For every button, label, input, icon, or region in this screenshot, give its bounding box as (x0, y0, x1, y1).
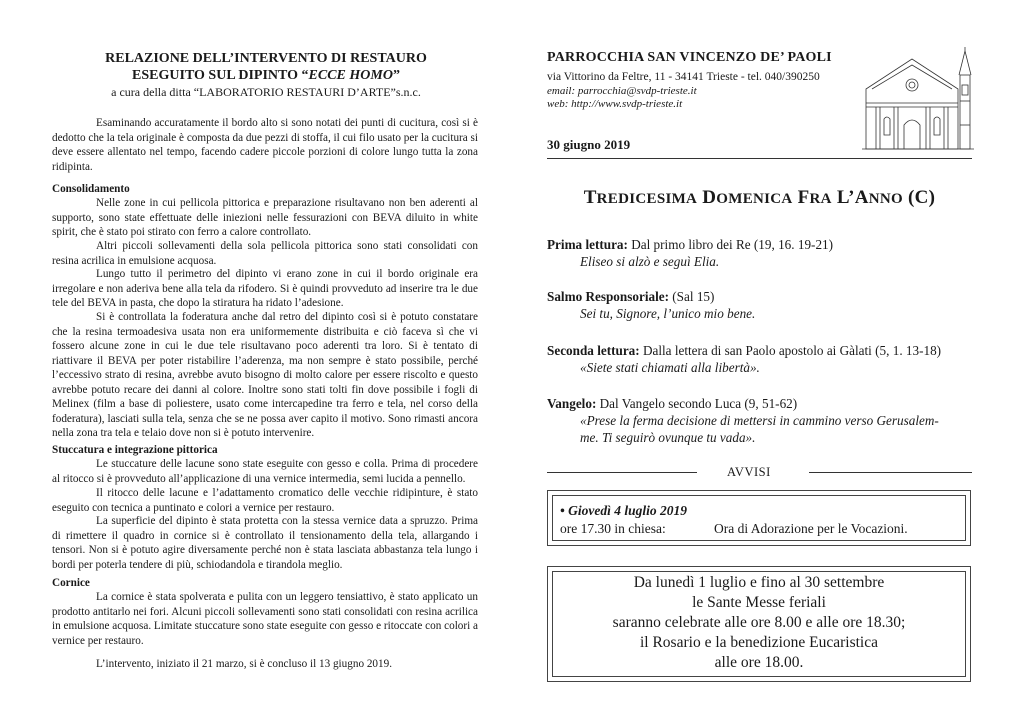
avvisi-rule-right (809, 472, 972, 473)
consolidamento-p1: Nelle zone in cui pellicola pittorica e preparazione risultavano non ben aderenti al supporto, sono state effettuate delle iniezioni nelle fessurazioni con BEVA diluito in white spirit, che è stato poi stirato con ferro a calore controllato. (52, 197, 478, 238)
second-reading-text: «Siete stati chiamati alla libertà». (580, 360, 760, 375)
psalm: Salmo Responsoriale: (Sal 15) (547, 289, 715, 304)
mass-line-1: Da lunedì 1 luglio e fino al 30 settembre (633, 574, 885, 591)
event-box (547, 490, 971, 546)
report-subtitle: a cura della ditta “LABORATORIO RESTAURI D’ARTE”s.n.c. (111, 85, 421, 99)
event-description: Ora di Adorazione per le Vocazioni. (714, 521, 908, 536)
cornice-heading: Cornice (52, 577, 90, 589)
gospel-text-2: me. Ti seguirò ovunque tu vada». (580, 430, 756, 445)
parish-email[interactable]: email: parrocchia@svdp-trieste.it (547, 85, 697, 97)
parish-address: via Vittorino da Feltre, 11 - 34141 Trieste - tel. 040/390250 (547, 71, 820, 83)
consolidamento-p3: Lungo tutto il perimetro del dipinto vi erano zone in cui il bordo originale era irregolare e non aderiva bene alla tela da rifodero. Si è quindi provveduto ad inserire tra le due tele del BEVA in pasta, che dopo la stiratura ha ridato l’adesione. (52, 268, 478, 309)
mass-line-5: alle ore 18.00. (714, 654, 804, 671)
sunday-title: TREDICESIMA DOMENICA FRA L’ANNO (C) (583, 187, 936, 208)
psalm-text: Sei tu, Signore, l’unico mio bene. (580, 306, 756, 321)
stuccatura-p3: La superficie del dipinto è stata protetta con la stessa vernice data a spruzzo. Prima di rimettere il quadro in cornice si è controllato il tensionamento della tela, allargando i tensori. Non si è potuto agire diversamente perché non è stata lasciata abbastanza tela lungo i bordi per poterla tendere di più, schiodandola e tirandola meglio. (52, 515, 478, 571)
header-divider (547, 158, 972, 159)
report-title-line2: ESEGUITO SUL DIPINTO “ECCE HOMO” (132, 68, 400, 83)
bulletin-date: 30 giugno 2019 (547, 137, 631, 152)
second-reading: Seconda lettura: Dalla lettera di san Paolo apostolo ai Gàlati (5, 1. 13-18) (547, 343, 942, 358)
first-reading: Prima lettura: Dal primo libro dei Re (19, 16. 19-21) (547, 237, 834, 252)
consolidamento-p4: Si è controllata la foderatura anche dal retro del dipinto così si è potuto constatare che la resina termoadesiva usata non era uniformemente distribuita e ciò faceva sì che vi fossero alcune zone in cui le due tele risultavano poco aderenti tra loro. Si è tentato di riattivare il BEVA per poter ristabilire l’aderenza, ma non sempre è stato possibile, perché l’eccessivo strato di resina, avrebbe avuto bisogno di molto calore per essere riscolto e questo avrebbe potuto recare dei danni al colore. Inoltre sono stati tolti fin dove possibile i fogli di Melinex (film a base di poliestere, usato come intercapedine tra ferro e tela, nel corso della foderatura), lasciati sulla tela, senza che se ne possa aver capito il motivo. Sono rimasti ancora nella zona tra tela e telaio dove non si è potuto intervenire. (52, 311, 478, 439)
mass-line-4: il Rosario e la benedizione Eucaristica (639, 634, 878, 651)
gospel: Vangelo: Dal Vangelo secondo Luca (9, 51-62) (547, 396, 798, 411)
first-reading-text: Eliseo si alzò e seguì Elia. (580, 254, 720, 269)
report-closing: L’intervento, iniziato il 21 marzo, si è concluso il 13 giugno 2019. (96, 658, 393, 670)
consolidamento-heading: Consolidamento (52, 183, 130, 195)
report-title-line1: RELAZIONE DELL’INTERVENTO DI RESTAURO (105, 51, 427, 66)
cornice-p1: La cornice è stata spolverata e pulita con un leggero tensiattivo, è stato applicato un prodotto antitarlo nei fori. Alcuni piccoli sollevamenti sono stati consolidati con resina acrilica in emulsione acquosa. Limitate stuccature sono state eseguite con gesso e ritoccate con colori a vernice per restauro. (52, 591, 478, 647)
mass-line-3: saranno celebrate alle ore 8.00 e alle ore 18.30; (612, 614, 906, 631)
church-illustration-icon (862, 45, 974, 153)
consolidamento-p2: Altri piccoli sollevamenti della sola pellicola pittorica sono stati consolidati con resina acrilica in emulsione acquosa. (52, 240, 478, 267)
stuccatura-p2: Il ritocco delle lacune e l’adattamento cromatico delle vecchie ridipinture, è stato eseguito con tecnica a puntinato e colori a vernice per restauro. (52, 487, 478, 514)
gospel-text-1: «Prese la ferma decisione di mettersi in cammino verso Gerusalem- (580, 413, 939, 428)
stuccatura-heading: Stuccatura e integrazione pittorica (52, 444, 218, 456)
avvisi-heading: AVVISI (727, 465, 771, 479)
avvisi-rule-left (547, 472, 697, 473)
mass-schedule-box (547, 566, 971, 682)
event-time: ore 17.30 in chiesa: (560, 521, 666, 536)
parish-web[interactable]: web: http://www.svdp-trieste.it (547, 98, 683, 110)
event-date: • Giovedì 4 luglio 2019 (560, 503, 687, 518)
mass-line-2: le Sante Messe feriali (692, 594, 826, 611)
report-intro: Esaminando accuratamente il bordo alto si sono notati dei punti di cucitura, così si è dedotto che la tela originale è composta da due pezzi di stoffa, il cui filo usato per la cucitura si deve essere allentato nel tempo, facendo cadere piccole porzioni di colore lungo tutta la zona ridipinta. (52, 117, 479, 173)
stuccatura-p1: Le stuccature delle lacune sono state eseguite con gesso e colla. Prima di procedere al ritocco si è provveduto all’applicazione di una vernice intermedia, semi lucida a pennello. (52, 458, 478, 485)
parish-name: PARROCCHIA SAN VINCENZO DE’ PAOLI (547, 50, 832, 65)
